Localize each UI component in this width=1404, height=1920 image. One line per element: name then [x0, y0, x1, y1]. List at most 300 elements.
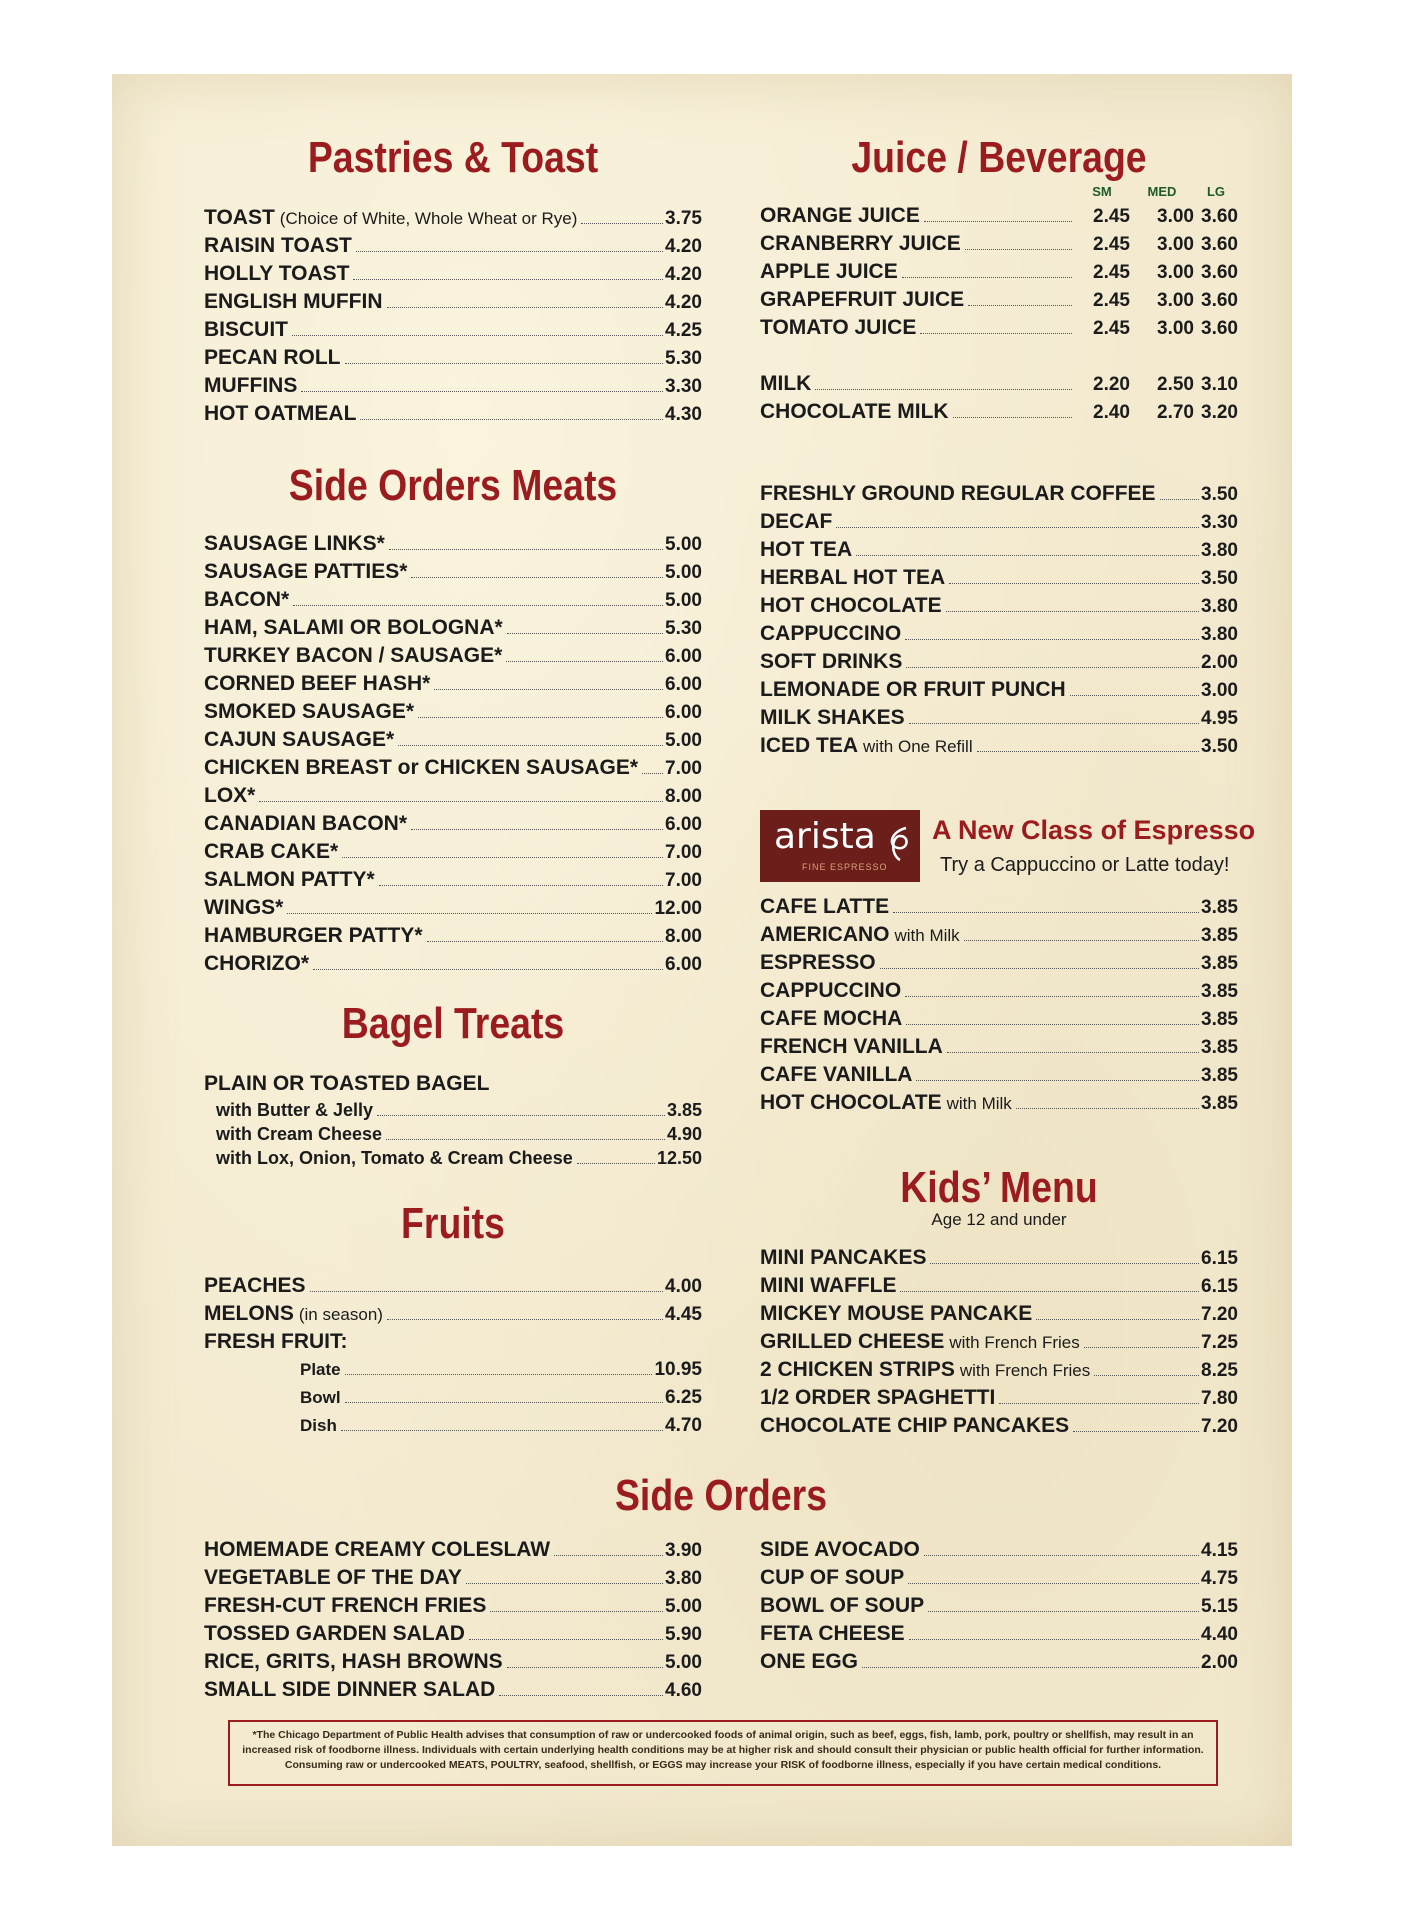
- leader-dots: [507, 1667, 663, 1668]
- menu-item: [760, 1648, 1238, 1676]
- item-price: 3.80: [1201, 624, 1238, 645]
- side-orders-right: [760, 1536, 1238, 1676]
- leader-dots: [386, 1139, 665, 1140]
- leader-dots: [968, 305, 1072, 306]
- item-price: 6.00: [665, 702, 702, 723]
- item-name: 2 CHICKEN STRIPS: [760, 1358, 955, 1381]
- menu-item: [760, 370, 1238, 398]
- menu-item: [760, 230, 1238, 258]
- promo-title: A New Class of Espresso: [932, 815, 1256, 845]
- meats-section: [204, 460, 702, 978]
- item-name: HOLLY TOAST: [204, 262, 350, 285]
- leader-dots: [293, 605, 663, 606]
- item-name: TOMATO JUICE: [760, 316, 917, 339]
- price-med: 2.70: [1157, 402, 1194, 423]
- menu-item: [204, 894, 702, 922]
- item-price: 8.00: [665, 926, 702, 947]
- item-name: CRAB CAKE*: [204, 840, 339, 863]
- leader-dots: [906, 667, 1199, 668]
- item-note: (Choice of White, Whole Wheat or Rye): [279, 209, 578, 228]
- item-price: 3.85: [1201, 1009, 1238, 1030]
- menu-item: [204, 838, 702, 866]
- menu-item: [760, 1412, 1238, 1440]
- item-name: SAUSAGE LINKS*: [204, 532, 385, 555]
- price-lg: 3.10: [1201, 374, 1238, 395]
- item-name: with Cream Cheese: [216, 1124, 383, 1144]
- leader-dots: [353, 279, 663, 280]
- menu-item: [204, 1620, 702, 1648]
- item-price: 3.50: [1201, 484, 1238, 505]
- section-title: Bagel Treats: [341, 999, 565, 1048]
- bagel-heading: PLAIN OR TOASTED BAGEL: [204, 1072, 490, 1095]
- leader-dots: [360, 419, 663, 420]
- item-price: 5.00: [665, 534, 702, 555]
- leader-dots: [427, 941, 663, 942]
- item-name: SMALL SIDE DINNER SALAD: [204, 1678, 496, 1701]
- kids-section: [760, 1162, 1238, 1440]
- pastries-section: [204, 132, 702, 428]
- item-price: 7.20: [1201, 1304, 1238, 1325]
- price-sm: 2.20: [1093, 374, 1130, 395]
- leader-dots: [856, 555, 1199, 556]
- leader-dots: [342, 857, 663, 858]
- item-price: 3.75: [665, 208, 702, 229]
- leader-dots: [946, 611, 1199, 612]
- item-price: 8.25: [1201, 1360, 1238, 1381]
- leader-dots: [466, 1583, 663, 1584]
- menu-item: [760, 480, 1238, 508]
- menu-item: [760, 732, 1238, 760]
- item-price: 7.00: [665, 758, 702, 779]
- arista-logo: arista FINE ESPRESSO: [760, 810, 920, 882]
- leader-dots: [1070, 695, 1199, 696]
- kids-age-note: Age 12 and under: [931, 1210, 1067, 1229]
- item-price: 4.20: [665, 236, 702, 257]
- item-price: 10.95: [654, 1359, 702, 1380]
- bagel-section: [204, 998, 702, 1170]
- item-price: 7.00: [665, 870, 702, 891]
- menu-item: [204, 288, 702, 316]
- leader-dots: [965, 249, 1072, 250]
- leader-dots: [928, 1611, 1199, 1612]
- menu-item: [760, 536, 1238, 564]
- menu-item: [760, 314, 1238, 342]
- item-name: MICKEY MOUSE PANCAKE: [760, 1302, 1033, 1325]
- item-price: 6.15: [1201, 1276, 1238, 1297]
- menu-item: [204, 866, 702, 894]
- item-name: BISCUIT: [204, 318, 288, 341]
- item-name: SIDE AVOCADO: [760, 1538, 920, 1561]
- menu-item: [760, 1272, 1238, 1300]
- item-name: ONE EGG: [760, 1650, 859, 1673]
- item-name: TOSSED GARDEN SALAD: [204, 1622, 465, 1645]
- leader-dots: [287, 913, 652, 914]
- side-orders-section: [204, 1470, 1238, 1522]
- item-name: MUFFINS: [204, 374, 298, 397]
- item-name: ICED TEA: [760, 734, 859, 757]
- leader-dots: [490, 1611, 663, 1612]
- leader-dots: [1094, 1375, 1199, 1376]
- item-name: CAPPUCCINO: [760, 622, 902, 645]
- item-name: FRESH-CUT FRENCH FRIES: [204, 1594, 487, 1617]
- item-price: 3.80: [1201, 540, 1238, 561]
- item-price: 6.00: [665, 954, 702, 975]
- leader-dots: [909, 723, 1199, 724]
- leader-dots: [999, 1403, 1199, 1404]
- leader-dots: [379, 885, 663, 886]
- price-lg: 3.60: [1201, 234, 1238, 255]
- price-sm: 2.45: [1093, 290, 1130, 311]
- item-price: 4.20: [665, 292, 702, 313]
- menu-item: [760, 564, 1238, 592]
- menu-item: [760, 676, 1238, 704]
- item-name: SAUSAGE PATTIES*: [204, 560, 408, 583]
- leader-dots: [916, 1080, 1199, 1081]
- menu-item: [204, 530, 702, 558]
- menu-item: [760, 1061, 1238, 1089]
- item-price: 5.15: [1201, 1596, 1238, 1617]
- item-name: LEMONADE OR FRUIT PUNCH: [760, 678, 1066, 701]
- fruits-section: [204, 1198, 702, 1440]
- leader-dots: [924, 221, 1072, 222]
- item-name: RICE, GRITS, HASH BROWNS: [204, 1650, 503, 1673]
- menu-item: [216, 1122, 702, 1146]
- menu-item: [760, 620, 1238, 648]
- leader-dots: [292, 335, 663, 336]
- leader-dots: [377, 1115, 665, 1116]
- item-name: SMOKED SAUSAGE*: [204, 700, 415, 723]
- juice-section: [760, 132, 1238, 426]
- leader-dots: [905, 996, 1199, 997]
- item-price: 12.50: [656, 1148, 702, 1168]
- fruit-list: [204, 1356, 702, 1440]
- item-name: HAMBURGER PATTY*: [204, 924, 423, 947]
- leader-dots: [506, 661, 663, 662]
- item-price: 3.85: [1201, 953, 1238, 974]
- item-price: 6.25: [665, 1387, 702, 1408]
- price-lg: 3.20: [1201, 402, 1238, 423]
- item-price: 3.85: [1201, 1093, 1238, 1114]
- item-price: 4.40: [1201, 1624, 1238, 1645]
- item-price: 4.70: [665, 1415, 702, 1436]
- leader-dots: [880, 968, 1199, 969]
- menu-item: [204, 586, 702, 614]
- section-title: Side Orders Meats: [288, 461, 618, 510]
- leader-dots: [920, 333, 1072, 334]
- item-price: 5.30: [665, 348, 702, 369]
- price-lg: 3.60: [1201, 262, 1238, 283]
- pastries-list: [204, 204, 702, 428]
- item-name: APPLE JUICE: [760, 260, 898, 283]
- menu-item: [204, 1536, 702, 1564]
- item-name: BOWL OF SOUP: [760, 1594, 925, 1617]
- fresh-fruit-heading: FRESH FRUIT:: [204, 1330, 348, 1353]
- espresso-section: [760, 893, 1238, 1117]
- item-name: WINGS*: [204, 896, 284, 919]
- leader-dots: [345, 1374, 653, 1375]
- item-name: HOT CHOCOLATE: [760, 1091, 942, 1114]
- menu-item: [204, 1592, 702, 1620]
- item-price: 4.60: [665, 1680, 702, 1701]
- item-price: 4.30: [665, 404, 702, 425]
- promo-subtitle: Try a Cappuccino or Latte today!: [940, 854, 1230, 876]
- leader-dots: [356, 251, 663, 252]
- leader-dots: [345, 363, 664, 364]
- menu-item: [204, 698, 702, 726]
- hot-drinks-section: [760, 480, 1238, 760]
- item-name: HOT CHOCOLATE: [760, 594, 942, 617]
- menu-item: [760, 592, 1238, 620]
- leader-dots: [301, 391, 663, 392]
- item-price: 3.00: [1201, 680, 1238, 701]
- item-price: 2.00: [1201, 652, 1238, 673]
- menu-item: [760, 1328, 1238, 1356]
- item-name: CAPPUCCINO: [760, 979, 902, 1002]
- item-name: CHICKEN BREAST or CHICKEN SAUSAGE*: [204, 756, 639, 779]
- leader-dots: [341, 1430, 663, 1431]
- item-name: CHOCOLATE CHIP PANCAKES: [760, 1414, 1070, 1437]
- item-price: 3.85: [1201, 897, 1238, 918]
- item-price: 5.00: [665, 1652, 702, 1673]
- item-name: CAFE VANILLA: [760, 1063, 913, 1086]
- menu-item: PEACHES 4.00: [204, 1274, 702, 1297]
- item-price: 6.00: [665, 646, 702, 667]
- section-title: Pastries & Toast: [307, 133, 599, 182]
- menu-item: [216, 1146, 702, 1170]
- menu-item: [760, 1564, 1238, 1592]
- menu-item: [760, 398, 1238, 426]
- price-lg: 3.60: [1201, 290, 1238, 311]
- price-lg: 3.60: [1201, 206, 1238, 227]
- leader-dots: [499, 1695, 663, 1696]
- leader-dots: [411, 829, 663, 830]
- leader-dots: [964, 940, 1199, 941]
- kids-list: [760, 1244, 1238, 1440]
- bagel-list: [204, 1098, 702, 1170]
- menu-item: [204, 372, 702, 400]
- menu-item: [760, 1620, 1238, 1648]
- swirl-icon: [886, 824, 914, 864]
- leader-dots: [345, 1402, 663, 1403]
- item-price: 3.90: [665, 1540, 702, 1561]
- menu-item: [760, 949, 1238, 977]
- price-sm: 2.45: [1093, 234, 1130, 255]
- menu-item: [204, 316, 702, 344]
- leader-dots: [389, 549, 663, 550]
- item-name: with Lox, Onion, Tomato & Cream Cheese: [216, 1148, 573, 1168]
- menu-item: [204, 344, 702, 372]
- menu-item: [204, 726, 702, 754]
- item-price: 3.50: [1201, 736, 1238, 757]
- price-med: 3.00: [1157, 290, 1194, 311]
- price-med: 3.00: [1157, 262, 1194, 283]
- menu-item: [216, 1098, 702, 1122]
- menu-item: [204, 670, 702, 698]
- item-price: 7.80: [1201, 1388, 1238, 1409]
- item-name: HOT OATMEAL: [204, 402, 357, 425]
- item-note: with Milk: [946, 1094, 1012, 1113]
- leader-dots: [836, 527, 1199, 528]
- item-name: ORANGE JUICE: [760, 204, 920, 227]
- item-price: 3.80: [665, 1568, 702, 1589]
- leader-dots: [554, 1555, 663, 1556]
- menu-item: [300, 1356, 702, 1384]
- menu-item: [204, 260, 702, 288]
- menu-item: [760, 648, 1238, 676]
- leader-dots: [1073, 1431, 1199, 1432]
- item-name: BACON*: [204, 588, 290, 611]
- leader-dots: [469, 1639, 663, 1640]
- leader-dots: [1036, 1319, 1199, 1320]
- item-name: FETA CHEESE: [760, 1622, 905, 1645]
- item-name: VEGETABLE OF THE DAY: [204, 1566, 462, 1589]
- price-lg: 3.60: [1201, 318, 1238, 339]
- menu-item: [204, 950, 702, 978]
- leader-dots: [581, 223, 663, 224]
- leader-dots: [411, 577, 663, 578]
- item-price: 3.85: [1201, 981, 1238, 1002]
- menu-item: [204, 754, 702, 782]
- leader-dots: [953, 417, 1072, 418]
- item-name: Bowl: [300, 1388, 341, 1407]
- item-name: HOT TEA: [760, 538, 853, 561]
- item-price: 5.30: [665, 618, 702, 639]
- item-price: 4.75: [1201, 1568, 1238, 1589]
- leader-dots: [906, 1024, 1199, 1025]
- item-note: with One Refill: [863, 737, 973, 756]
- menu-item: [760, 1005, 1238, 1033]
- menu-item: [760, 1089, 1238, 1117]
- item-name: Dish: [300, 1416, 337, 1435]
- menu-item: [760, 893, 1238, 921]
- menu-item: [204, 642, 702, 670]
- item-name: Plate: [300, 1360, 341, 1379]
- item-name: CAFE LATTE: [760, 895, 890, 918]
- item-price: 2.00: [1201, 1652, 1238, 1673]
- leader-dots: [642, 773, 663, 774]
- item-price: 3.85: [1201, 925, 1238, 946]
- size-header: SM MED LG: [1092, 184, 1226, 199]
- menu-item: [204, 614, 702, 642]
- item-price: 4.20: [665, 264, 702, 285]
- item-name: MINI PANCAKES: [760, 1246, 927, 1269]
- item-name: FRESHLY GROUND REGULAR COFFEE: [760, 482, 1156, 505]
- item-name: TOAST: [204, 206, 275, 229]
- menu-item: [760, 1592, 1238, 1620]
- item-price: 4.95: [1201, 708, 1238, 729]
- item-name: LOX*: [204, 784, 256, 807]
- item-name: HAM, SALAMI OR BOLOGNA*: [204, 616, 503, 639]
- milk-list: [760, 370, 1238, 426]
- item-price: 3.85: [1201, 1065, 1238, 1086]
- meats-list: [204, 530, 702, 978]
- item-price: 5.00: [665, 590, 702, 611]
- menu-item: [204, 782, 702, 810]
- leader-dots: [398, 745, 663, 746]
- leader-dots: [977, 751, 1199, 752]
- menu-item: [300, 1412, 702, 1440]
- price-med: 3.00: [1157, 206, 1194, 227]
- item-name: AMERICANO: [760, 923, 890, 946]
- item-price: 3.80: [1201, 596, 1238, 617]
- menu-item: [760, 977, 1238, 1005]
- item-name: CHORIZO*: [204, 952, 309, 975]
- item-note: with French Fries: [949, 1333, 1080, 1352]
- item-price: 5.00: [665, 562, 702, 583]
- menu-item: [760, 202, 1238, 230]
- item-name: CUP OF SOUP: [760, 1566, 905, 1589]
- leader-dots: [924, 1555, 1199, 1556]
- menu-item: [760, 508, 1238, 536]
- menu-item: [204, 232, 702, 260]
- item-name: RAISIN TOAST: [204, 234, 352, 257]
- leader-dots: [949, 583, 1199, 584]
- item-price: 3.50: [1201, 568, 1238, 589]
- leader-dots: [893, 912, 1199, 913]
- item-name: ENGLISH MUFFIN: [204, 290, 383, 313]
- item-name: SOFT DRINKS: [760, 650, 903, 673]
- price-med: 3.00: [1157, 234, 1194, 255]
- item-name: CAFE MOCHA: [760, 1007, 903, 1030]
- menu-item: [760, 1300, 1238, 1328]
- item-price: 7.25: [1201, 1332, 1238, 1353]
- item-name: DECAF: [760, 510, 833, 533]
- leader-dots: [1084, 1347, 1199, 1348]
- health-warning: *The Chicago Department of Public Health advises that consumption of raw or undercooked foods of animal origin, such as beef, eggs, fish, lamb, pork, poultry or shellfish, may result in an increased risk of foodborne illness. Individuals with certain underlying health conditions may be at higher risk and should consult their physician or public health official for further information. Consuming raw or undercooked MEATS, POULTRY, seafood, shellfish, or EGGS may increase your RISK of foodborne illness, especially if you have certain medical conditions.: [228, 1720, 1218, 1786]
- menu-item: [760, 1033, 1238, 1061]
- menu-item: [204, 1564, 702, 1592]
- section-title: Kids’ Menu: [900, 1163, 1098, 1212]
- menu-item: [204, 558, 702, 586]
- leader-dots: [900, 1291, 1199, 1292]
- item-name: with Butter & Jelly: [216, 1100, 374, 1120]
- item-price: 8.00: [665, 786, 702, 807]
- item-price: 5.00: [665, 730, 702, 751]
- item-name: SALMON PATTY*: [204, 868, 375, 891]
- item-name: GRILLED CHEESE: [760, 1330, 945, 1353]
- price-med: 3.00: [1157, 318, 1194, 339]
- item-name: 1/2 ORDER SPAGHETTI: [760, 1386, 996, 1409]
- menu-item: [760, 1356, 1238, 1384]
- item-note: with French Fries: [959, 1361, 1091, 1380]
- item-price: 12.00: [654, 898, 702, 919]
- item-price: 5.00: [665, 1596, 702, 1617]
- item-name: MINI WAFFLE: [760, 1274, 897, 1297]
- side-orders-left: [204, 1536, 702, 1704]
- item-name: MILK SHAKES: [760, 706, 905, 729]
- item-price: 6.00: [665, 814, 702, 835]
- item-name: CHOCOLATE MILK: [760, 400, 949, 423]
- espresso-list: [760, 893, 1238, 1117]
- menu-item: [760, 704, 1238, 732]
- menu-item: [204, 400, 702, 428]
- item-name: GRAPEFRUIT JUICE: [760, 288, 965, 311]
- section-title: Juice / Beverage: [851, 133, 1147, 182]
- leader-dots: [1016, 1108, 1199, 1109]
- menu-item: [204, 1648, 702, 1676]
- item-price: 3.85: [666, 1100, 702, 1120]
- item-price: 3.30: [665, 376, 702, 397]
- price-sm: 2.40: [1093, 402, 1130, 423]
- leader-dots: [259, 801, 663, 802]
- item-price: 7.20: [1201, 1416, 1238, 1437]
- leader-dots: [902, 277, 1072, 278]
- item-price: 3.30: [1201, 512, 1238, 533]
- juice-list: [760, 202, 1238, 342]
- item-name: MILK: [760, 372, 812, 395]
- price-sm: 2.45: [1093, 318, 1130, 339]
- item-price: 7.00: [665, 842, 702, 863]
